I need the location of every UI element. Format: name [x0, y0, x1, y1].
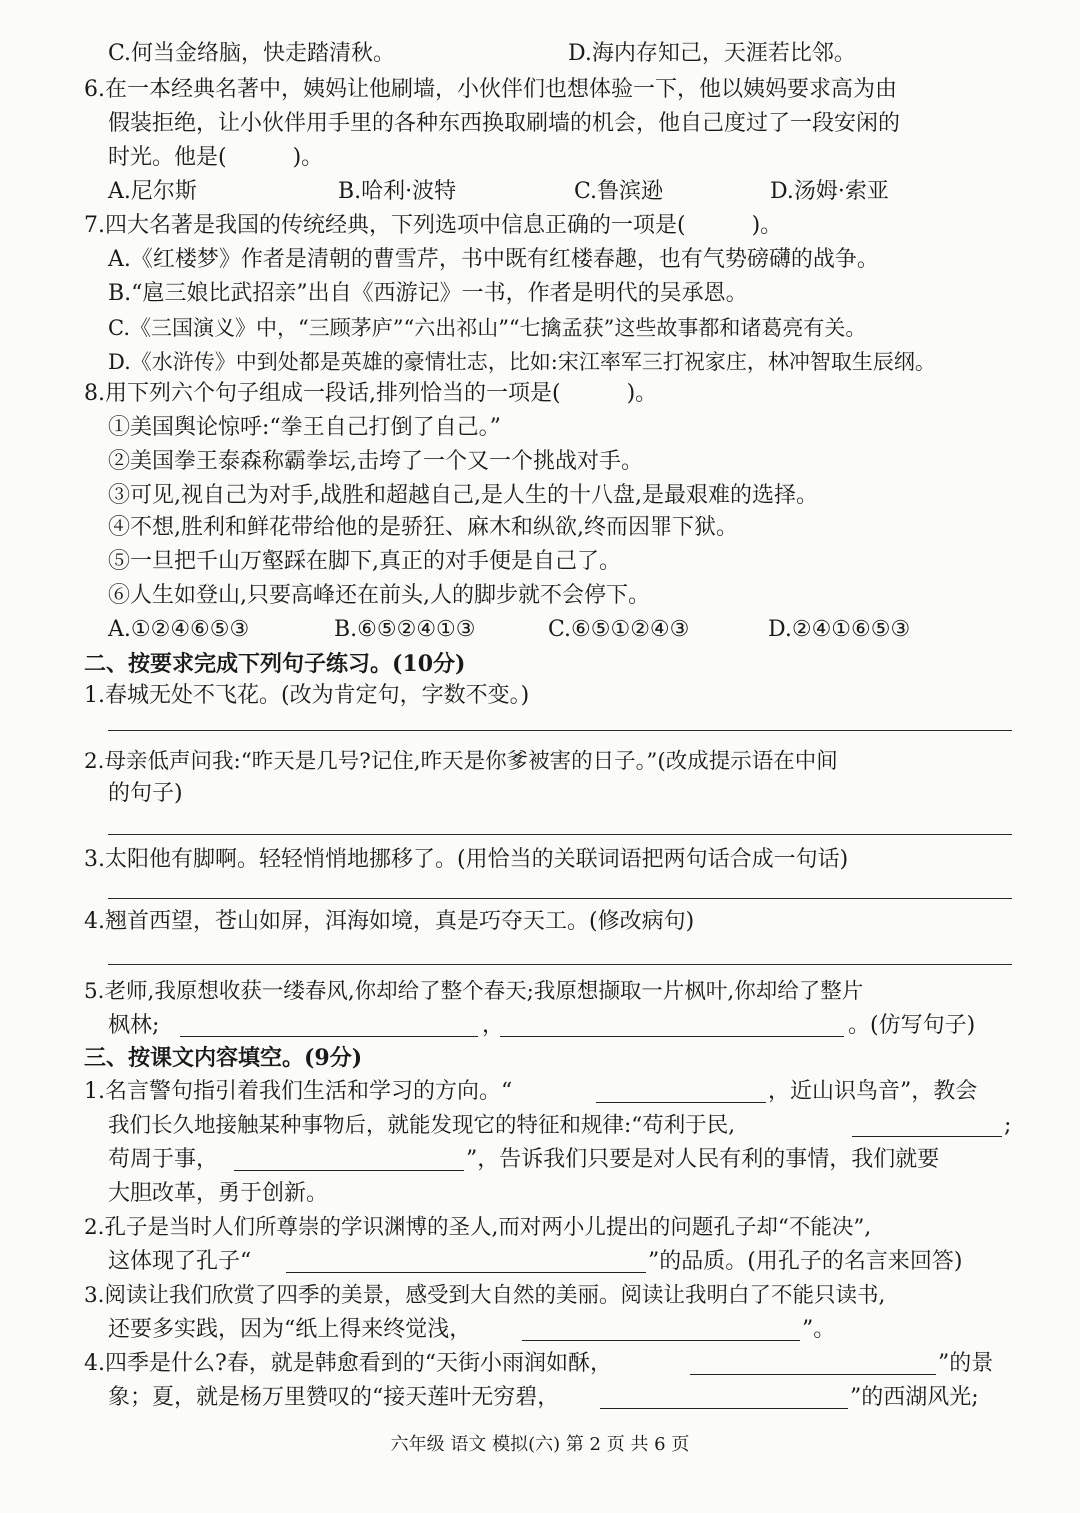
s3-q2-text-2b: ”的品质。(用孔子的名言来回答) [648, 1249, 963, 1274]
s3-q3-text-1: 3.阅读让我们欣赏了四季的美景，感受到大自然的美丽。阅读让我明白了不能只读书, [84, 1283, 886, 1308]
q7-option-c-text: C.《三国演义》中，“三顾茅庐”“六出祁山”“七擒孟获”这些故事都和诸葛亮有关。 [108, 316, 867, 340]
s3-q4-text-1b: ”的景 [938, 1351, 994, 1376]
s2-q1-text: 1.春城无处不飞花。(改为肯定句，字数不变。) [84, 683, 530, 708]
section3-title-text: 三、按课文内容填空。(9分) [84, 1045, 363, 1071]
s3-q4-text-2a: 象；夏，就是杨万里赞叹的“接天莲叶无穷碧， [108, 1385, 560, 1410]
q8-option-d: D.②④①⑥⑤③ [768, 617, 911, 642]
s3-q1-text-3b: ”，告诉我们只要是对人民有利的事情，我们就要 [466, 1147, 940, 1172]
s3-q3-text-2a: 还要多实践，因为“纸上得来终觉浅， [108, 1317, 472, 1342]
q5-option-d: D.海内存知己，天涯若比邻。 [568, 41, 856, 66]
s3-q1-text-1b: ，近山识鸟音”，教会 [768, 1079, 978, 1104]
q8-s4-text: ④不想,胜利和鲜花带给他的是骄狂、麻木和纵欲,终而因罪下狱。 [108, 515, 738, 540]
q8-option-a: A.①②④⑥⑤③ [108, 617, 250, 642]
s2-q5-text-1: 5.老师,我原想收获一缕春风,你却给了整个春天;我原想撷取一片枫叶,你却给了整片 [84, 979, 864, 1004]
s3-q4-blank-1[interactable] [690, 1352, 936, 1375]
s3-q1-text-2b: ; [1004, 1113, 1012, 1138]
s2-q5-prefix: 枫林; [108, 1013, 160, 1038]
s2-q5-comma: ， [482, 1013, 505, 1038]
s3-q1-text-2a: 我们长久地接触某种事物后，就能发现它的特征和规律:“苟利于民, [108, 1113, 736, 1138]
q6-text-2: 假装拒绝，让小伙伴用手里的各种东西换取刷墙的机会，他自己度过了一段安闲的 [108, 111, 901, 136]
s3-q1-text-3a: 苟周于事， [108, 1147, 219, 1172]
s3-q1-text-1a: 1.名言警句指引着我们生活和学习的方向。“ [84, 1079, 513, 1104]
q8-s6-text: ⑥人生如登山,只要高峰还在前头,人的脚步就不会停下。 [108, 583, 650, 608]
s2-q5-blank-1[interactable] [180, 1014, 478, 1037]
q8-s5-text: ⑤一旦把千山万壑踩在脚下,真正的对手便是自己了。 [108, 549, 621, 574]
s3-q3-text-2b: ”。 [802, 1317, 836, 1342]
page-footer: 六年级 语文 模拟(六) 第 2 页 共 6 页 [390, 1434, 690, 1455]
q8-s3-text: ③可见,视自己为对手,战胜和超越自己,是人生的十八盘,是最艰难的选择。 [108, 483, 818, 508]
q6-text-3: 时光。他是( )。 [108, 145, 324, 170]
s2-q4-answer-line[interactable] [108, 964, 1012, 965]
s3-q1-blank-2[interactable] [852, 1114, 1002, 1137]
q8-s2-text: ②美国拳王泰森称霸拳坛,击垮了一个又一个挑战对手。 [108, 449, 643, 474]
s2-q1-answer-line[interactable] [108, 730, 1012, 731]
s2-q2-answer-line[interactable] [108, 834, 1012, 835]
s3-q3-blank[interactable] [522, 1318, 800, 1341]
s2-q2-text-1: 2.母亲低声问我:“昨天是几号?记住,昨天是你爹被害的日子。”(改成提示语在中间 [84, 749, 838, 774]
q6-option-b: B.哈利·波特 [338, 179, 457, 204]
q6-option-d: D.汤姆·索亚 [770, 179, 889, 204]
q8-stem-text: 8.用下列六个句子组成一段话,排列恰当的一项是( )。 [84, 381, 658, 406]
q7-option-a-text: A.《红楼梦》作者是清朝的曹雪芹，书中既有红楼春趣，也有气势磅礴的战争。 [108, 247, 879, 272]
q6-option-c: C.鲁滨逊 [574, 179, 664, 204]
s3-q1-text-4: 大胆改革，勇于创新。 [108, 1181, 329, 1206]
s3-q4-text-2b: ”的西湖风光; [850, 1385, 979, 1410]
s3-q2-text-2a: 这体现了孔子“ [108, 1249, 252, 1274]
q6-option-a: A.尼尔斯 [108, 179, 197, 204]
q7-stem-text: 7.四大名著是我国的传统经典，下列选项中信息正确的一项是( )。 [84, 213, 783, 238]
q5-option-c: C.何当金络脑，快走踏清秋。 [108, 41, 396, 66]
s3-q1-blank-3[interactable] [234, 1148, 464, 1171]
s3-q4-blank-2[interactable] [600, 1386, 848, 1409]
s3-q2-text-1: 2.孔子是当时人们所尊崇的学识渊博的圣人,而对两小儿提出的问题孔子却“不能决”, [84, 1215, 872, 1240]
q7-option-b-text: B.“扈三娘比武招亲”出自《西游记》一书，作者是明代的吴承恩。 [108, 281, 748, 306]
s2-q3-text: 3.太阳他有脚啊。轻轻悄悄地挪移了。(用恰当的关联词语把两句话合成一句话) [84, 847, 849, 872]
s3-q4-text-1a: 4.四季是什么?春，就是韩愈看到的“天街小雨润如酥， [84, 1351, 613, 1376]
q8-s1-text: ①美国舆论惊呼:“拳王自己打倒了自己。” [108, 415, 501, 440]
q6-text-1: 6.在一本经典名著中，姨妈让他刷墙，小伙伴们也想体验一下，他以姨妈要求高为由 [84, 77, 897, 102]
s2-q2-text-2: 的句子) [108, 781, 183, 806]
s2-q5-suffix: 。(仿写句子) [848, 1013, 976, 1038]
q8-option-b: B.⑥⑤②④①③ [334, 617, 476, 642]
q8-option-c: C.⑥⑤①②④③ [548, 617, 690, 642]
s3-q1-blank-1[interactable] [596, 1080, 766, 1103]
s2-q5-blank-2[interactable] [500, 1014, 844, 1037]
s2-q4-text: 4.翘首西望，苍山如屏，洱海如境，真是巧夺天工。(修改病句) [84, 909, 695, 934]
s3-q2-blank[interactable] [286, 1250, 646, 1273]
s2-q3-answer-line[interactable] [108, 898, 1012, 899]
q7-option-d-text: D.《水浒传》中到处都是英雄的豪情壮志，比如:宋江率军三打祝家庄，林冲智取生辰纲。 [108, 350, 936, 374]
section2-title-text: 二、按要求完成下列句子练习。(10分) [84, 651, 466, 677]
